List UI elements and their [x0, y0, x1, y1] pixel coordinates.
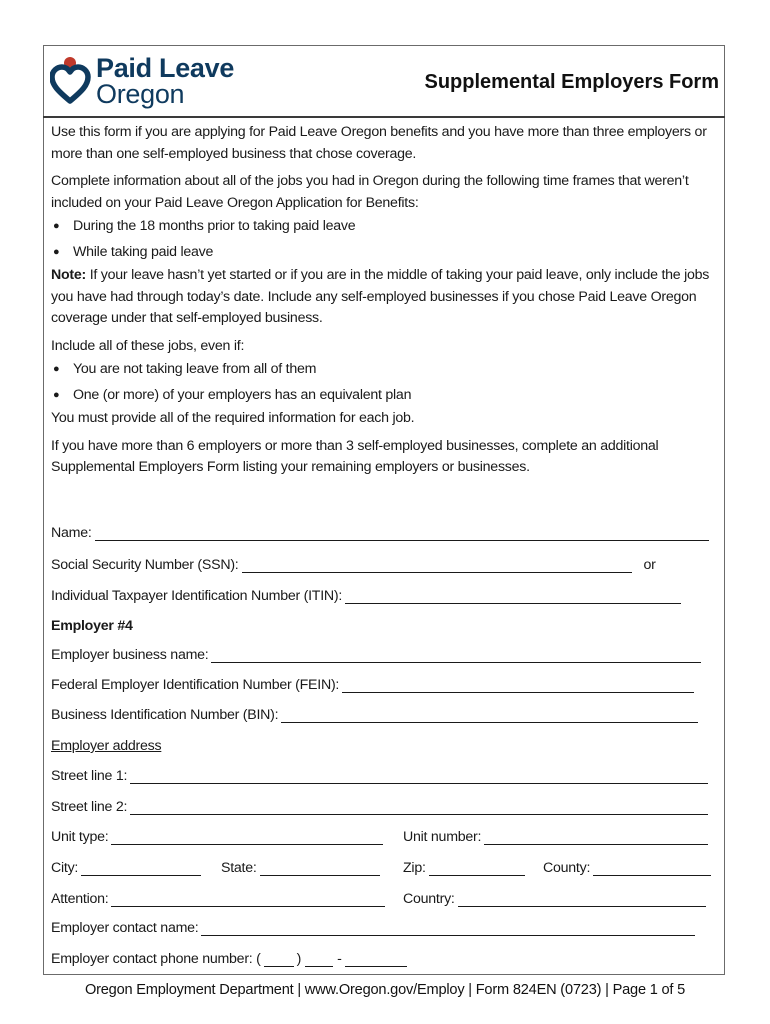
name-row [51, 519, 721, 541]
intro-paragraph-2: Complete information about all of the jobs you had in Oregon during the following time frames that weren’t included on your Paid Leave Oregon Application for Benefits: [51, 173, 689, 211]
business-name-label: Employer business name: [51, 647, 209, 663]
fein-row [51, 671, 721, 693]
bin-row [51, 701, 721, 723]
ssn-input[interactable] [242, 558, 632, 573]
phone-prefix-input[interactable] [305, 952, 333, 967]
zip-input[interactable] [429, 861, 525, 876]
bin-label: Business Identification Number (BIN): [51, 707, 279, 723]
city-input[interactable] [81, 861, 201, 876]
fein-label: Federal Employer Identification Number (FEIN): [51, 677, 340, 693]
phone-area-code-input[interactable] [264, 952, 294, 967]
additional-form-paragraph: If you have more than 6 employers or more than 3 self-employed businesses, complete an additional Supplemental Employers Form listing your remaining employers or businesses. [51, 437, 659, 475]
unit-row [51, 823, 721, 845]
ssn-row [51, 551, 721, 573]
employer-heading: Employer #4 [51, 618, 133, 634]
attention-input[interactable] [111, 892, 385, 907]
itin-input[interactable] [345, 589, 681, 604]
name-label: Name: [51, 525, 92, 541]
unit-number-label: Unit number: [403, 829, 482, 845]
street1-label: Street line 1: [51, 768, 128, 784]
name-input[interactable] [95, 526, 709, 541]
street2-input[interactable] [130, 800, 708, 815]
state-input[interactable] [260, 861, 380, 876]
state-label: State: [221, 860, 257, 876]
attention-label: Attention: [51, 891, 109, 907]
note-text: If your leave hasn’t yet started or if you are in the middle of taking your paid leave, only include the jobs you have had through today’s date. Include any self-employed businesses if you chose Paid Leave Oregon coverage under that self-employed business. [51, 267, 710, 326]
business-name-input[interactable] [211, 648, 701, 663]
phone-dash: - [337, 951, 342, 967]
logo-text-line2: Oregon [96, 79, 185, 109]
itin-row [51, 582, 721, 604]
street2-label: Street line 2: [51, 799, 128, 815]
employer-heading-row [51, 612, 721, 634]
intro-paragraph-1: Use this form if you are applying for Paid Leave Oregon benefits and you have more than three employers or more than one self-employed business that chose coverage. [51, 124, 707, 162]
required-info-paragraph: You must provide all of the required information for each job. [51, 410, 415, 426]
county-input[interactable] [593, 861, 711, 876]
city-state-zip-row [51, 854, 721, 876]
attention-country-row [51, 885, 721, 907]
contact-phone-row [51, 945, 721, 967]
ssn-label: Social Security Number (SSN): [51, 557, 239, 573]
logo-text-line1: Paid Leave [96, 53, 235, 83]
street1-row [51, 762, 721, 784]
county-label: County: [543, 860, 591, 876]
address-heading: Employer address [51, 738, 162, 754]
country-input[interactable] [458, 892, 706, 907]
phone-line-number-input[interactable] [345, 952, 407, 967]
bullet-item: ● While taking paid leave [51, 240, 721, 266]
bullet-item: ● During the 18 months prior to taking paid leave [51, 214, 721, 240]
business-name-row [51, 641, 721, 663]
fein-input[interactable] [342, 678, 694, 693]
phone-close-paren: ) [296, 951, 302, 967]
contact-phone-label: Employer contact phone number: ( [51, 951, 261, 967]
note-label: Note: [51, 267, 87, 283]
instructions [51, 122, 721, 479]
include-paragraph: Include all of these jobs, even if: [51, 337, 245, 354]
form-title: Supplemental Employers Form [424, 71, 719, 93]
unit-number-input[interactable] [484, 830, 708, 845]
bullet-item: ● You are not taking leave from all of them [51, 357, 721, 383]
paid-leave-oregon-logo [50, 53, 250, 108]
address-heading-row [51, 732, 721, 754]
itin-label: Individual Taxpayer Identification Number (ITIN): [51, 588, 343, 604]
street2-row [51, 793, 721, 815]
unit-type-label: Unit type: [51, 829, 109, 845]
street1-input[interactable] [130, 769, 708, 784]
unit-type-input[interactable] [111, 830, 383, 845]
city-label: City: [51, 860, 79, 876]
note-paragraph [51, 265, 721, 330]
page-footer: Oregon Employment Department | www.Oregon.gov/Employ | Form 824EN (0723) | Page 1 of 5 [84, 982, 686, 998]
contact-name-input[interactable] [201, 921, 695, 936]
header-divider [43, 116, 725, 118]
zip-label: Zip: [403, 860, 426, 876]
contact-name-row [51, 914, 721, 936]
bullet-item: ● One (or more) of your employers has an equivalent plan [51, 383, 721, 409]
or-label: or [643, 557, 656, 573]
country-label: Country: [403, 891, 455, 907]
bin-input[interactable] [281, 708, 698, 723]
heart-person-icon [50, 55, 92, 105]
contact-name-label: Employer contact name: [51, 920, 199, 936]
